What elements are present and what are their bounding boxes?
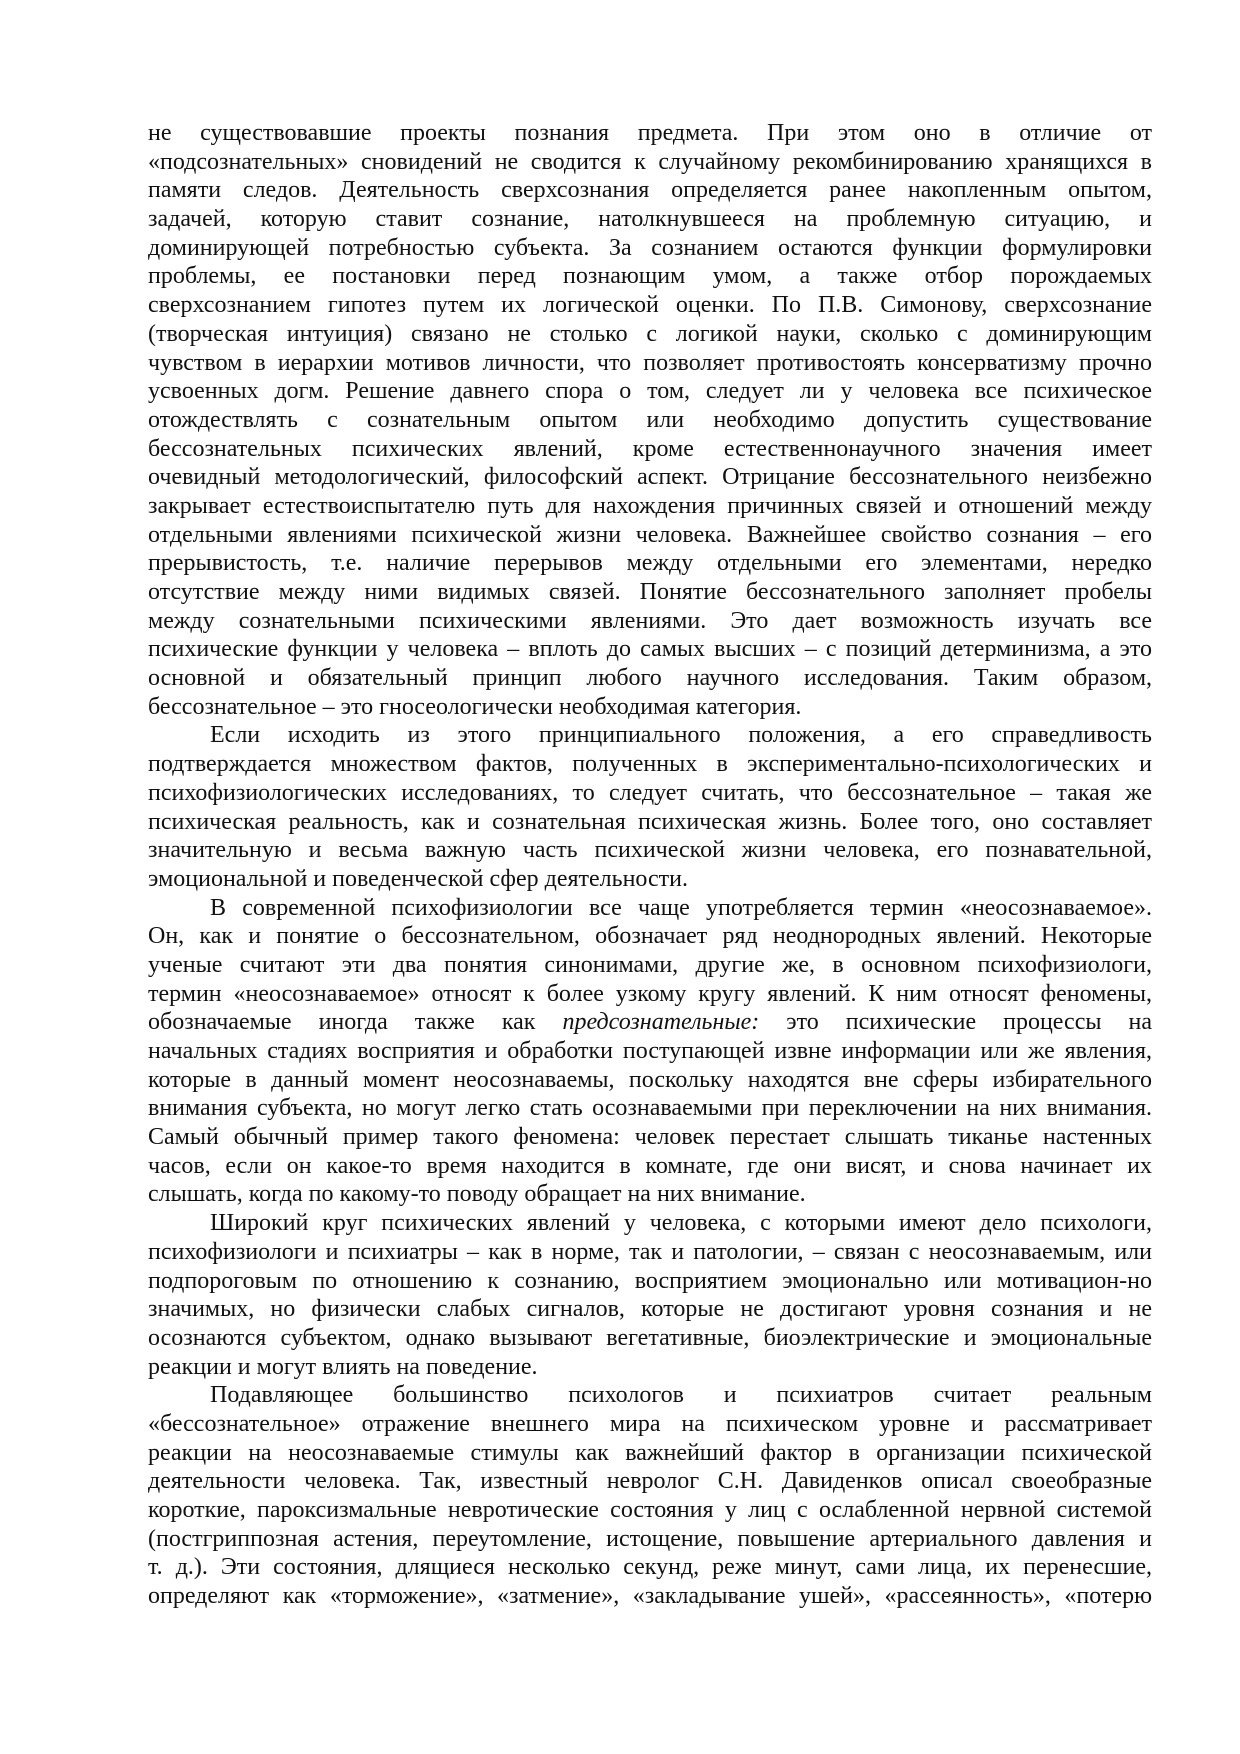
- italic-term: предсознательные:: [562, 1009, 760, 1036]
- text-line: памяти следов. Деятельность сверхсознания определяется ранее накопленным опытом,: [148, 177, 1152, 204]
- text-line: т. д.). Эти состояния, длящиеся несколько секунд, реже минут, сами лица, их перенесшие,: [148, 1554, 1152, 1581]
- text-line: основной и обязательный принцип любого научного исследования. Таким образом,: [148, 665, 1152, 692]
- text-line: реакции и могут влиять на поведение.: [148, 1353, 538, 1380]
- text-line: эмоциональной и поведенческой сфер деятельности.: [148, 865, 688, 892]
- text-line: задачей, которую ставит сознание, натолкнувшееся на проблемную ситуацию, и: [148, 206, 1152, 233]
- text-line: бессознательное – это гносеологически необходимая категория.: [148, 693, 802, 720]
- text-line: которые в данный момент неосознаваемы, поскольку находятся вне сферы избирательного: [148, 1066, 1152, 1093]
- text-segment: обозначаемые иногда также как: [148, 1009, 563, 1036]
- text-line: психофизиологи и психиатры – как в норме, так и патологии, – связан с неосознаваемым, или: [148, 1238, 1152, 1265]
- text-line: Он, как и понятие о бессознательном, обозначает ряд неоднородных явлений. Некоторые: [148, 923, 1152, 950]
- text-line: Подавляющее большинство психологов и психиатров считает реальным: [210, 1382, 1152, 1409]
- text-line: внимания субъекта, но могут легко стать осознаваемыми при переключении на них внимания.: [148, 1095, 1152, 1122]
- text-line: определяют как «торможение», «затмение», «закладывание ушей», «рассеянность», «потерю: [148, 1583, 1152, 1610]
- text-line: закрывает естествоиспытателю путь для нахождения причинных связей и отношений между: [148, 492, 1152, 519]
- text-line: Если исходить из этого принципиального положения, а его справедливость: [210, 722, 1152, 749]
- text-line: «подсознательных» сновидений не сводится к случайному рекомбинированию хранящихся в: [148, 148, 1152, 175]
- text-line: значительную и весьма важную часть психической жизни человека, его познавательной,: [148, 837, 1152, 864]
- text-line: проблемы, ее постановки перед познающим умом, а также отбор порождаемых: [148, 263, 1152, 290]
- text-line: не существовавшие проекты познания предмета. При этом оно в отличие от: [148, 120, 1152, 146]
- text-line: термин «неосознаваемое» относят к более узкому кругу явлений. К ним относят феномены,: [148, 980, 1152, 1007]
- text-line: подпороговым по отношению к сознанию, восприятием эмоционально или мотивацион-но: [148, 1267, 1152, 1294]
- text-line: «бессознательное» отражение внешнего мира на психическом уровне и рассматривает: [148, 1410, 1152, 1437]
- text-line: осознаются субъектом, однако вызывают вегетативные, биоэлектрические и эмоциональные: [148, 1324, 1152, 1351]
- text-segment: это психические процессы на: [759, 1009, 1152, 1036]
- text-line: часов, если он какое-то время находится в комнате, где они висят, и снова начинает их: [148, 1152, 1152, 1179]
- text-line: подтверждается множеством фактов, полученных в экспериментально-психологических и: [148, 751, 1152, 778]
- text-line: реакции на неосознаваемые стимулы как важнейший фактор в организации психической: [148, 1439, 1152, 1466]
- text-line: Самый обычный пример такого феномена: человек перестает слышать тиканье настенных: [148, 1124, 1152, 1151]
- text-line: отождествлять с сознательным опытом или необходимо допустить существование: [148, 406, 1152, 433]
- text-line: ученые считают эти два понятия синонимами, другие же, в основном психофизиологи,: [148, 951, 1152, 978]
- document-page: [148, 119, 1152, 1611]
- text-line: деятельности человека. Так, известный невролог С.Н. Давиденков описал своеобразные: [148, 1468, 1152, 1495]
- text-line: прерывистость, т.е. наличие перерывов между отдельными его элементами, нередко: [148, 550, 1152, 577]
- text-line: отдельными явлениями психической жизни человека. Важнейшее свойство сознания – его: [148, 521, 1152, 548]
- text-line: между сознательными психическими явлениями. Это дает возможность изучать все: [148, 607, 1152, 634]
- text-line: В современной психофизиологии все чаще употребляется термин «неосознаваемое».: [210, 894, 1152, 921]
- text-line: (постгриппозная астения, переутомление, истощение, повышение артериального давления и: [148, 1525, 1152, 1552]
- text-line: (творческая интуиция) связано не столько с логикой науки, сколько с доминирующим: [148, 320, 1152, 347]
- paragraph: [148, 894, 1152, 1210]
- text-line: очевидный методологический, философский аспект. Отрицание бессознательного неизбежно: [148, 464, 1152, 491]
- text-line: бессознательных психических явлений, кроме естественнонаучного значения имеет: [148, 435, 1152, 462]
- text-line: усвоенных догм. Решение давнего спора о том, следует ли у человека все психическое: [148, 378, 1152, 405]
- text-line: доминирующей потребностью субъекта. За сознанием остаются функции формулировки: [148, 234, 1152, 261]
- paragraph: [148, 1209, 1152, 1381]
- paragraph: [148, 1381, 1152, 1611]
- text-line: психические функции у человека – вплоть до самых высших – с позиций детерминизма, а это: [148, 636, 1152, 663]
- text-line: отсутствие между ними видимых связей. Понятие бессознательного заполняет пробелы: [148, 579, 1152, 605]
- paragraph: [148, 119, 1152, 721]
- text-line: начальных стадиях восприятия и обработки поступающей извне информации или же явления,: [148, 1038, 1152, 1064]
- text-line: слышать, когда по какому-то поводу обращает на них внимание.: [148, 1181, 806, 1208]
- text-line: сверхсознанием гипотез путем их логической оценки. По П.В. Симонову, сверхсознание: [148, 292, 1152, 319]
- text-line: Широкий круг психических явлений у человека, с которыми имеют дело психологи,: [210, 1210, 1152, 1237]
- text-line: чувством в иерархии мотивов личности, что позволяет противостоять консерватизму прочно: [148, 349, 1152, 376]
- text-line: [148, 1008, 1152, 1037]
- text-line: короткие, пароксизмальные невротические состояния у лиц с ослабленной нервной системой: [148, 1497, 1152, 1523]
- text-line: психическая реальность, как и сознательная психическая жизнь. Более того, оно составляет: [148, 808, 1152, 835]
- text-line: психофизиологических исследованиях, то следует считать, что бессознательное – такая же: [148, 779, 1152, 806]
- paragraph: [148, 721, 1152, 893]
- text-line: значимых, но физически слабых сигналов, которые не достигают уровня сознания и не: [148, 1296, 1152, 1323]
